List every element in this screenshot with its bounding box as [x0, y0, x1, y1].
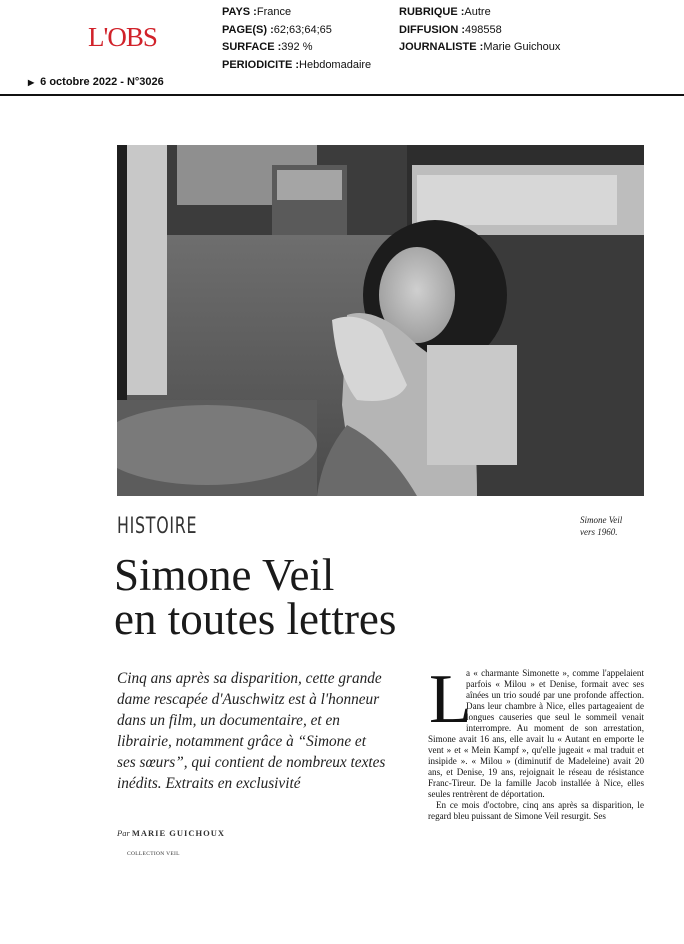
- author-name: MARIE GUICHOUX: [131, 828, 225, 838]
- byline-prefix: Par: [117, 828, 130, 838]
- byline: [117, 828, 225, 838]
- triangle-icon: ▶: [28, 78, 35, 87]
- metadata-right: [399, 4, 560, 57]
- diffusion-value: 498558: [465, 23, 502, 36]
- drop-cap-spacer: [428, 668, 466, 724]
- issue-text: 6 octobre 2022 - N°3026: [40, 76, 164, 88]
- surface-label: SURFACE :: [222, 41, 282, 53]
- rubrique-value: Autre: [464, 6, 491, 18]
- article-headline: [114, 550, 534, 644]
- drop-cap: L: [429, 661, 472, 738]
- caption-line-1: Simone Veil: [580, 515, 623, 525]
- article-body: [428, 661, 644, 822]
- headline-line-2: en toutes lettres: [114, 594, 397, 644]
- pages-label: PAGE(S) :: [222, 23, 274, 36]
- photo-credit: COLLECTION VEIL: [127, 851, 180, 857]
- surface-value: 392 %: [281, 41, 313, 53]
- caption-line-2: vers 1960.: [580, 527, 618, 537]
- journaliste-value: Marie Guichoux: [483, 41, 561, 53]
- section-kicker: HISTOIRE: [117, 514, 198, 539]
- body-paragraph-2: En ce mois d'octobre, cinq ans après sa disparition, le regard bleu puissant de Simone Veil resurgit. Ses: [428, 800, 644, 821]
- headline-line-1: Simone Veil: [114, 550, 335, 600]
- pages-value: 62;63;64;65: [273, 23, 332, 36]
- photo-caption: [580, 514, 650, 538]
- periodicite-value: Hebdomadaire: [299, 58, 372, 71]
- periodicite-label: PERIODICITE :: [222, 58, 300, 71]
- journaliste-label: JOURNALISTE :: [399, 41, 484, 53]
- diffusion-label: DIFFUSION :: [399, 23, 465, 36]
- article-photo: [117, 145, 644, 496]
- pays-value: France: [256, 6, 292, 18]
- header-divider: [0, 94, 684, 96]
- body-paragraph-1: a « charmante Simonette », comme l'appelaient parfois « Milou » et Denise, formait avec ses aînées un trio soudé par une profonde affection. Dans leur chambre à Nice, elles partageaient de longues causeries que seul le sommeil venait interrompre. Au moment de son arrestation, Simone avait 16 ans, elle avait lu « Autant en emporte le vent » et « Mein Kampf », qu'elle jugeait « mal traduit et insipide ». « Milou » (diminutif de Madeleine) avait 20 ans, et Denise, 19 ans, rejoignait le réseau de résistance Franc-Tireur. De la famille Jacob installée à Nice, elles seules rentrèrent de déportation.: [428, 668, 644, 799]
- rubrique-label: RUBRIQUE :: [399, 6, 465, 18]
- article-lede: Cinq ans après sa disparition, cette grande dame rescapée d'Auschwitz est à l'honneur dans un film, un documentaire, et en librairie, notamment grâce à “Simone et ses sœurs”, qui contient de nombreux textes inédits. Extraits en exclusivité: [117, 670, 386, 792]
- pays-label: PAYS :: [222, 6, 257, 18]
- issue-date: [28, 76, 164, 88]
- metadata-left: [222, 4, 371, 74]
- obs-logo: L'OBS: [88, 22, 157, 52]
